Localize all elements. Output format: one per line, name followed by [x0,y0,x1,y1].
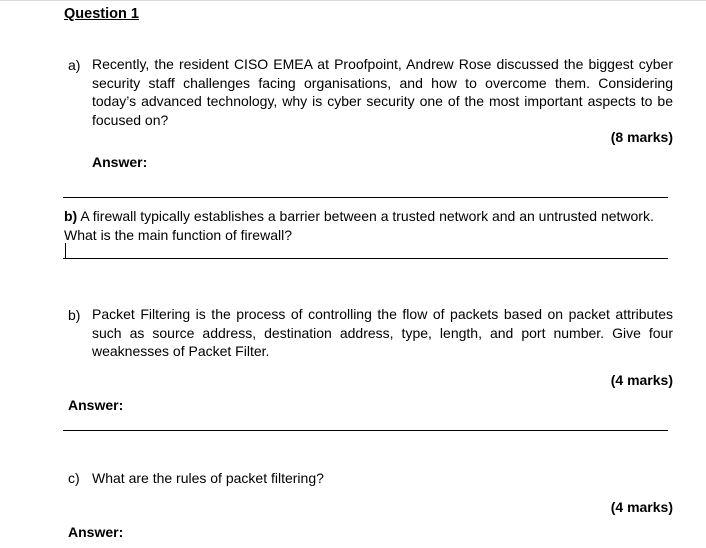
question-c-marks: (4 marks) [610,499,673,515]
answer-line-a [63,197,668,198]
question-a-label: a) [68,57,81,73]
question-b-packet-answer-label: Answer: [68,397,124,413]
question-c-text: What are the rules of packet filtering? [92,470,324,486]
answer-line-b-packet [63,430,668,431]
question-heading: Question 1 [64,6,139,22]
question-a-marks: (8 marks) [610,129,673,145]
question-a-text: Recently, the resident CISO EMEA at Proofpoint, Andrew Rose discussed the biggest cyber security staff challenges facing organisations, and how to overcome them. Considering today’s advanced technology, why is cyber security one of the most important aspects to be focused on? [92,56,673,128]
question-b-firewall-text: A firewall typically establishes a barrier between a trusted network and an untrusted network. What is the main function of firewall? [64,208,654,243]
top-border [0,0,706,1]
question-b-packet-label: b) [68,307,81,323]
text-cursor [65,243,66,258]
answer-line-b-firewall[interactable] [63,258,668,259]
question-c-answer-label: Answer: [68,524,124,540]
question-b-firewall-label: b) [64,208,78,224]
question-a-answer-label: Answer: [92,154,148,170]
question-b-firewall [64,207,674,244]
question-b-packet-text: Packet Filtering is the process of controlling the flow of packets based on packet attributes such as source address, destination address, type, length, and port number. Give four weaknesses of Packet Filter. [92,306,673,359]
question-c-label: c) [68,470,80,486]
question-b-packet-marks: (4 marks) [610,372,673,388]
